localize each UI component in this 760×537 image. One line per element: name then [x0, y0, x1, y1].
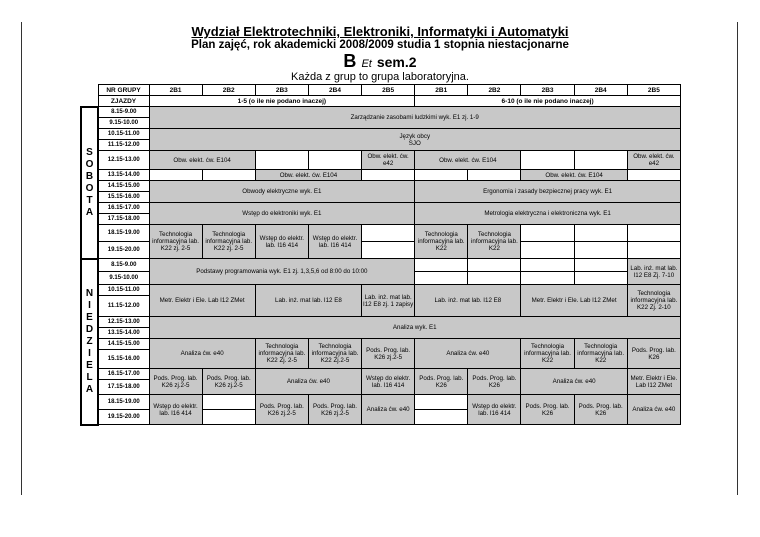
nr-grupy-label: NR GRUPY	[98, 85, 149, 96]
class-cell: Technologia informacyjna lab. K22	[415, 225, 468, 259]
group-header: 2B3	[521, 85, 574, 96]
class-cell: Analiza ćw. e40	[415, 339, 521, 369]
empty-cell	[149, 170, 202, 181]
class-cell: Obw. elekt. ćw. E104	[255, 170, 361, 181]
time-slot: 16.15-17.00	[98, 203, 149, 214]
group-header: 2B2	[468, 85, 521, 96]
empty-cell	[521, 151, 574, 170]
empty-cell	[521, 225, 574, 242]
group-letter: B	[343, 51, 357, 71]
class-cell: Obw. elekt. ćw. E104	[521, 170, 627, 181]
class-cell: Analiza ćw. e40	[149, 339, 255, 369]
class-cell: Ergonomia i zasady bezpiecznej pracy wyk. E1	[415, 181, 681, 203]
empty-cell	[415, 272, 468, 285]
class-cell: Analiza ćw. e40	[627, 395, 680, 425]
group-code: Et	[361, 58, 372, 70]
class-cell: Pods. Prog. lab. K26 zj.2-5	[308, 395, 361, 425]
time-slot: 10.15-11.00	[98, 129, 149, 140]
time-slot: 9.15-10.00	[98, 118, 149, 129]
page-title: Wydział Elektrotechniki, Elektroniki, Informatyki i Automatyki	[191, 24, 569, 39]
class-cell: Obw. elekt. ćw. E104	[149, 151, 255, 170]
empty-cell	[415, 259, 468, 272]
empty-cell	[574, 151, 627, 170]
class-cell: Technologia informacyjna lab. K22	[468, 225, 521, 259]
time-slot: 15.15-16.00	[98, 192, 149, 203]
class-cell: Lab. inż. mat lab. I12 E8 zj. 1 zapisy	[362, 285, 415, 317]
group-header: 2B1	[415, 85, 468, 96]
class-cell: Pods. Prog. lab. K26	[627, 339, 680, 369]
class-cell: Pods. Prog. lab. K26 zj.2-5	[202, 369, 255, 395]
time-slot: 19.15-20.00	[98, 242, 149, 259]
time-slot: 17.15-18.00	[98, 214, 149, 225]
class-cell: Metrologia elektryczna i elektroniczna wyk. E1	[415, 203, 681, 225]
empty-cell	[574, 225, 627, 242]
empty-cell	[521, 272, 574, 285]
empty-cell	[468, 259, 521, 272]
empty-cell	[468, 170, 521, 181]
time-slot: 8.15-9.00	[98, 259, 149, 272]
time-slot: 12.15-13.00	[98, 151, 149, 170]
class-cell: Obwody elektryczne wyk. E1	[149, 181, 415, 203]
group-header: 2B3	[255, 85, 308, 96]
empty-cell	[574, 242, 627, 259]
class-cell: Pods. Prog. lab. K26 zj.2-5	[149, 369, 202, 395]
corner-cell	[81, 85, 98, 96]
class-cell: Pods. Prog. lab. K26	[574, 395, 627, 425]
time-slot: 15.15-16.00	[98, 350, 149, 369]
time-slot: 11.15-12.00	[98, 296, 149, 317]
empty-cell	[415, 410, 468, 425]
time-slot: 14.15-15.00	[98, 181, 149, 192]
class-cell: Technologia informacyjna lab. K22 Zj. 2-5	[255, 339, 308, 369]
class-cell: Technologia informacyjna lab. K22 zj. 2-5	[202, 225, 255, 259]
right-margin-line	[737, 22, 738, 495]
time-slot: 8.15-9.00	[98, 107, 149, 118]
class-cell: Technologia informacyjna lab. K22	[521, 339, 574, 369]
empty-cell	[255, 151, 308, 170]
time-slot: 11.15-12.00	[98, 140, 149, 151]
empty-cell	[202, 170, 255, 181]
class-cell: Obw. elekt. ćw. e42	[362, 151, 415, 170]
class-cell: Obw. elekt. ćw. e42	[627, 151, 680, 170]
class-cell: Technologia informacyjna lab. K22 Zj.2-5	[308, 339, 361, 369]
empty-cell	[627, 242, 680, 259]
empty-cell	[574, 272, 627, 285]
empty-cell	[627, 170, 680, 181]
time-slot: 14.15-15.00	[98, 339, 149, 350]
empty-cell	[521, 242, 574, 259]
time-slot: 10.15-11.00	[98, 285, 149, 296]
empty-cell	[362, 242, 415, 259]
class-cell: Technologia informacyjna lab. K22 zj. 2-5	[149, 225, 202, 259]
class-cell: Pods. Prog. lab. K26	[468, 369, 521, 395]
class-cell: Wstęp do elektr. lab. I16 414	[468, 395, 521, 425]
empty-cell	[415, 170, 468, 181]
class-cell: Pods. Prog. lab. K26	[415, 369, 468, 395]
day-label-sobota: S O B O T A	[81, 107, 98, 259]
group-header: 2B5	[627, 85, 680, 96]
time-slot: 19.15-20.00	[98, 410, 149, 425]
time-slot: 13.15-14.00	[98, 170, 149, 181]
group-note: Każda z grup to grupa laboratoryjna.	[291, 71, 469, 83]
time-slot: 13.15-14.00	[98, 328, 149, 339]
class-cell: Lab. inż. mat lab. I12 E8 Zj. 7-10	[627, 259, 680, 285]
class-cell: Technologia informacyjna lab. K22 Zj. 2-10	[627, 285, 680, 317]
class-cell: Pods. Prog. lab. K26	[521, 395, 574, 425]
class-cell: Wstęp do elektroniki wyk. E1	[149, 203, 415, 225]
semester: sem.2	[376, 54, 417, 70]
empty-cell	[202, 395, 255, 410]
class-cell: Wstęp do elektr. lab. I16 414	[362, 369, 415, 395]
empty-cell	[202, 410, 255, 425]
class-cell: Język obcy SJO	[149, 129, 681, 151]
class-cell: Zarządzanie zasobami ludzkimi wyk. E1 zj. 1-9	[149, 107, 681, 129]
class-cell: Obw. elekt. ćw. E104	[415, 151, 521, 170]
empty-cell	[415, 395, 468, 410]
class-cell: Metr. Elektr i Ele. Lab I12 ZMet	[627, 369, 680, 395]
class-cell: Podstawy programowania wyk. E1 zj. 1,3,5,6 od 8:00 do 10:00	[149, 259, 415, 285]
day-label-niedziela: N I E D Z I E L A	[81, 259, 98, 425]
zjazd-range-a: 1-5 (o ile nie podano inaczej)	[149, 96, 415, 107]
class-cell: Technologia informacyjna lab. K22	[574, 339, 627, 369]
empty-cell	[362, 225, 415, 242]
group-header: 2B4	[574, 85, 627, 96]
left-margin-line	[21, 22, 22, 495]
class-cell: Analiza ćw. e40	[521, 369, 627, 395]
time-slot: 18.15-19.00	[98, 395, 149, 410]
empty-cell	[362, 170, 415, 181]
class-cell: Wstęp do elektr. lab. I16 414	[149, 395, 202, 425]
empty-cell	[308, 151, 361, 170]
class-cell: Analiza wyk. E1	[149, 317, 681, 339]
group-header: 2B2	[202, 85, 255, 96]
corner-cell	[81, 96, 98, 107]
empty-cell	[574, 259, 627, 272]
class-cell: Pods. Prog. lab. K26 zj.2-5	[255, 395, 308, 425]
class-cell: Lab. inż. mat lab. I12 E8	[415, 285, 521, 317]
class-cell: Analiza ćw. e40	[255, 369, 361, 395]
group-header: 2B1	[149, 85, 202, 96]
empty-cell	[468, 272, 521, 285]
time-slot: 12.15-13.00	[98, 317, 149, 328]
zjazdy-label: ZJAZDY	[98, 96, 149, 107]
time-slot: 18.15-19.00	[98, 225, 149, 242]
zjazd-range-b: 6-10 (o ile nie podano inaczej)	[415, 96, 681, 107]
empty-cell	[521, 259, 574, 272]
group-header: 2B5	[362, 85, 415, 96]
page-subtitle: Plan zajęć, rok akademicki 2008/2009 studia 1 stopnia niestacjonarne	[191, 39, 569, 51]
class-cell: Wstęp do elektr. lab. I16 414	[255, 225, 308, 259]
time-slot: 17.15-18.00	[98, 380, 149, 395]
class-cell: Pods. Prog. lab. K26 zj.2-5	[362, 339, 415, 369]
schedule-table	[80, 84, 681, 426]
class-cell: Wstęp do elektr. lab. I16 414	[308, 225, 361, 259]
group-header: 2B4	[308, 85, 361, 96]
empty-cell	[627, 225, 680, 242]
class-cell: Analiza ćw. e40	[362, 395, 415, 425]
class-cell: Metr. Elektr i Ele. Lab I12 ZMet	[149, 285, 255, 317]
time-slot: 16.15-17.00	[98, 369, 149, 380]
class-cell: Metr. Elektr i Ele. Lab I12 ZMet	[521, 285, 627, 317]
time-slot: 9.15-10.00	[98, 272, 149, 285]
group-heading	[0, 51, 760, 72]
class-cell: Lab. inż. mat lab. I12 E8	[255, 285, 361, 317]
